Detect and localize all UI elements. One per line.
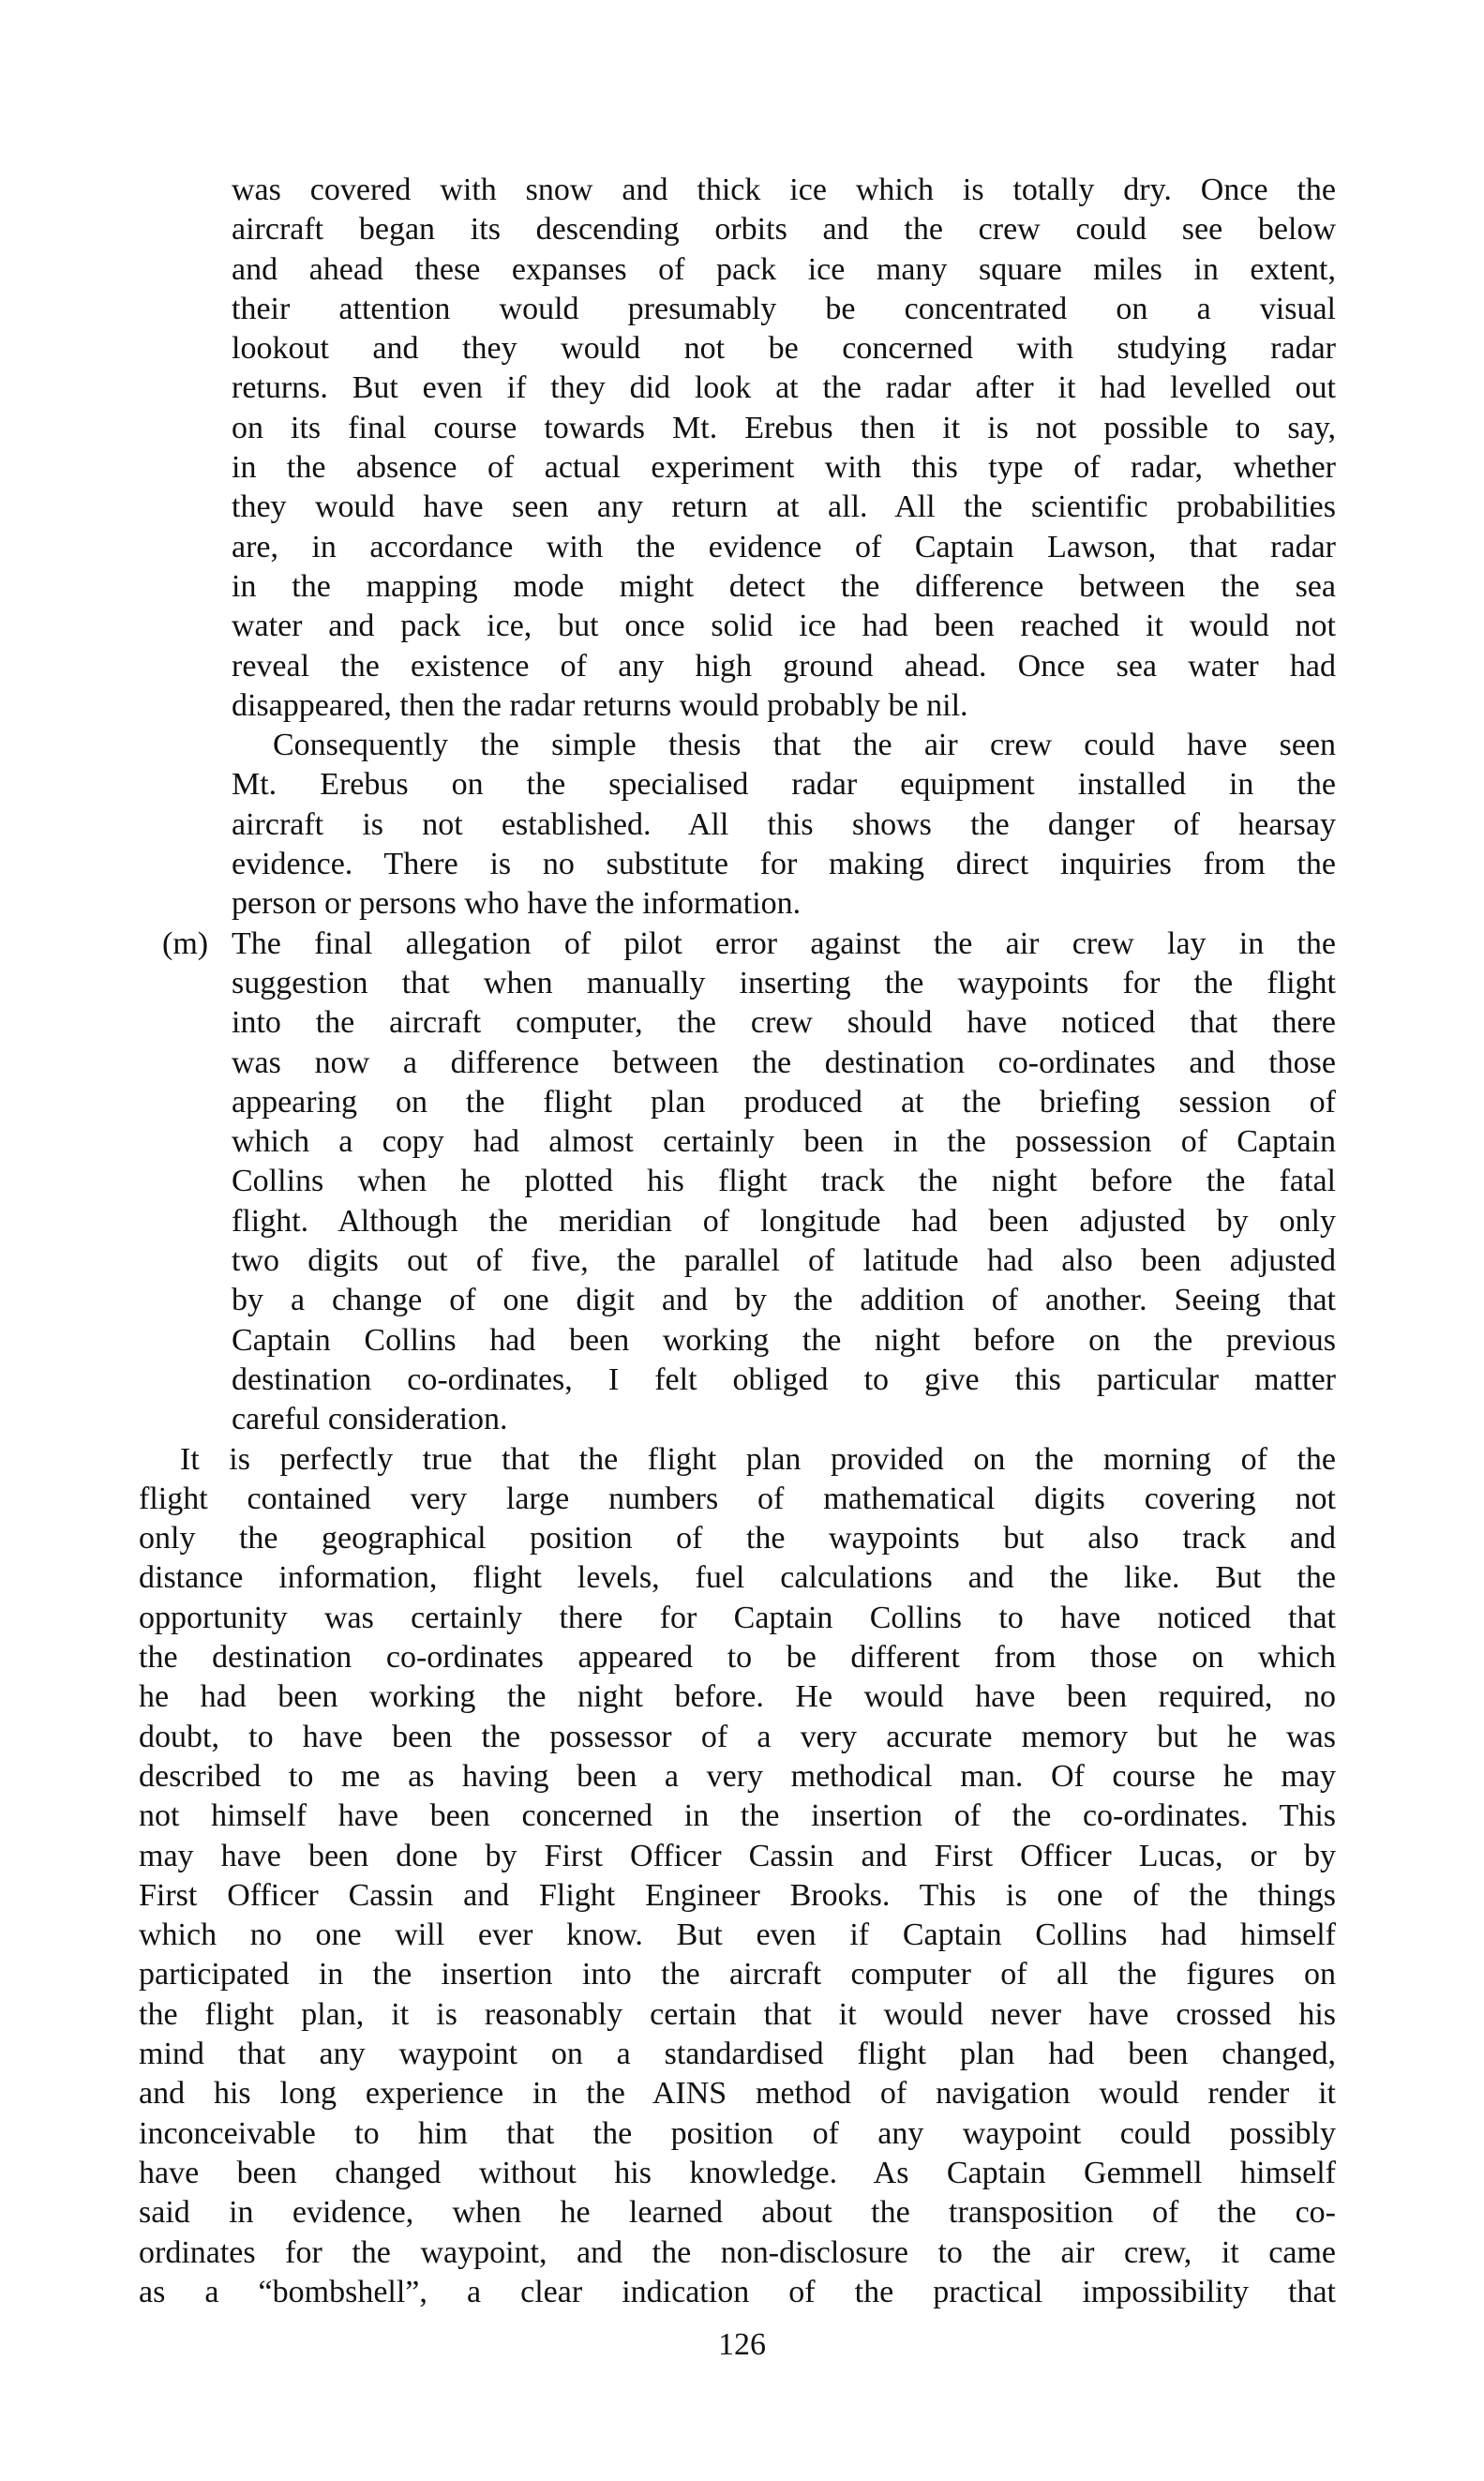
text-line: and his long experience in the AINS method of navigation would render it: [139, 2076, 1336, 2112]
text-line: Mt. Erebus on the specialised radar equipment installed in the: [232, 767, 1336, 803]
paragraph: [139, 1440, 1336, 2313]
text-line: he had been working the night before. He would have been required, no: [139, 1679, 1336, 1715]
text-line: in the absence of actual experiment with this type of radar, whether: [232, 450, 1336, 486]
text-line: The final allegation of pilot error against the air crew lay in the: [232, 925, 1336, 961]
paragraph: [162, 925, 1336, 1440]
text-line: said in evidence, when he learned about the transposition of the co-: [139, 2195, 1336, 2231]
text-line: careful consideration.: [232, 1402, 508, 1437]
text-line: flight contained very large numbers of mathematical digits covering not: [139, 1481, 1336, 1516]
text-line: the destination co-ordinates appeared to be different from those on which: [139, 1640, 1336, 1676]
text-line: doubt, to have been the possessor of a very accurate memory but he was: [139, 1719, 1336, 1754]
text-line: person or persons who have the information.: [232, 886, 802, 922]
text-line: First Officer Cassin and Flight Engineer Brooks. This is one of the things: [139, 1877, 1336, 1913]
text-line: inconceivable to him that the position of any waypoint could possibly: [139, 2115, 1336, 2151]
text-line: Captain Collins had been working the night before on the previous: [232, 1322, 1336, 1358]
text-line: described to me as having been a very methodical man. Of course he may: [139, 1758, 1336, 1794]
text-line: suggestion that when manually inserting the waypoints for the flight: [232, 965, 1336, 1000]
text-line: participated in the insertion into the aircraft computer of all the figures on: [139, 1957, 1336, 1992]
text-line: aircraft began its descending orbits and the crew could see below: [232, 212, 1336, 248]
text-line: into the aircraft computer, the crew should have noticed that there: [232, 1005, 1336, 1041]
text-line: they would have seen any return at all. All the scientific probabilities: [232, 489, 1336, 525]
text-line: are, in accordance with the evidence of Captain Lawson, that radar: [232, 529, 1336, 564]
text-line: in the mapping mode might detect the difference between the sea: [232, 568, 1336, 604]
text-line: their attention would presumably be concentrated on a visual: [232, 291, 1336, 326]
text-line: as a “bombshell”, a clear indication of the practical impossibility that: [139, 2274, 1336, 2309]
text-line: appearing on the flight plan produced at the briefing session of: [232, 1084, 1336, 1120]
text-line: disappeared, then the radar returns would probably be nil.: [232, 687, 968, 723]
paragraph: [232, 171, 1336, 726]
list-item-label: (m): [162, 925, 209, 961]
text-line: water and pack ice, but once solid ice had been reached it would not: [232, 609, 1336, 644]
text-line: mind that any waypoint on a standardised flight plan had been changed,: [139, 2037, 1336, 2072]
text-line: It is perfectly true that the flight plan provided on the morning of the: [180, 1441, 1336, 1477]
text-line: evidence. There is no substitute for making direct inquiries from the: [232, 847, 1336, 882]
text-line: was now a difference between the destination co-ordinates and those: [232, 1045, 1336, 1080]
text-line: the flight plan, it is reasonably certain that it would never have crossed his: [139, 1996, 1336, 2032]
text-line: and ahead these expanses of pack ice many square miles in extent,: [232, 251, 1336, 287]
text-line: was covered with snow and thick ice which is totally dry. Once the: [232, 173, 1336, 207]
text-line: Collins when he plotted his flight track the night before the fatal: [232, 1164, 1336, 1199]
text-line: only the geographical position of the waypoints but also track and: [139, 1521, 1336, 1556]
text-line: returns. But even if they did look at the radar after it had levelled out: [232, 370, 1336, 406]
text-line: by a change of one digit and by the addition of another. Seeing that: [232, 1283, 1336, 1318]
text-line: which no one will ever know. But even if Captain Collins had himself: [139, 1917, 1336, 1953]
text-line: aircraft is not established. All this shows the danger of hearsay: [232, 806, 1336, 842]
text-line: may have been done by First Officer Cassin and First Officer Lucas, or by: [139, 1838, 1336, 1873]
page-number: 126: [718, 2327, 766, 2362]
text-line: on its final course towards Mt. Erebus then it is not possible to say,: [232, 410, 1336, 445]
text-line: have been changed without his knowledge. As Captain Gemmell himself: [139, 2155, 1336, 2190]
text-line: which a copy had almost certainly been in the possession of Captain: [232, 1124, 1336, 1160]
text-line: flight. Although the meridian of longitude had been adjusted by only: [232, 1203, 1336, 1239]
paragraph: [232, 726, 1336, 924]
text-line: destination co-ordinates, I felt obliged to give this particular matter: [232, 1361, 1336, 1397]
text-line: Consequently the simple thesis that the air crew could have seen: [273, 728, 1336, 763]
text-line: two digits out of five, the parallel of latitude had also been adjusted: [232, 1243, 1336, 1279]
text-line: not himself have been concerned in the insertion of the co-ordinates. This: [139, 1798, 1336, 1834]
text-line: lookout and they would not be concerned with studying radar: [232, 331, 1336, 367]
text-line: ordinates for the waypoint, and the non-disclosure to the air crew, it came: [139, 2234, 1336, 2270]
text-line: distance information, flight levels, fuel calculations and the like. But the: [139, 1560, 1336, 1596]
text-line: opportunity was certainly there for Captain Collins to have noticed that: [139, 1600, 1336, 1635]
text-line: reveal the existence of any high ground ahead. Once sea water had: [232, 648, 1336, 684]
